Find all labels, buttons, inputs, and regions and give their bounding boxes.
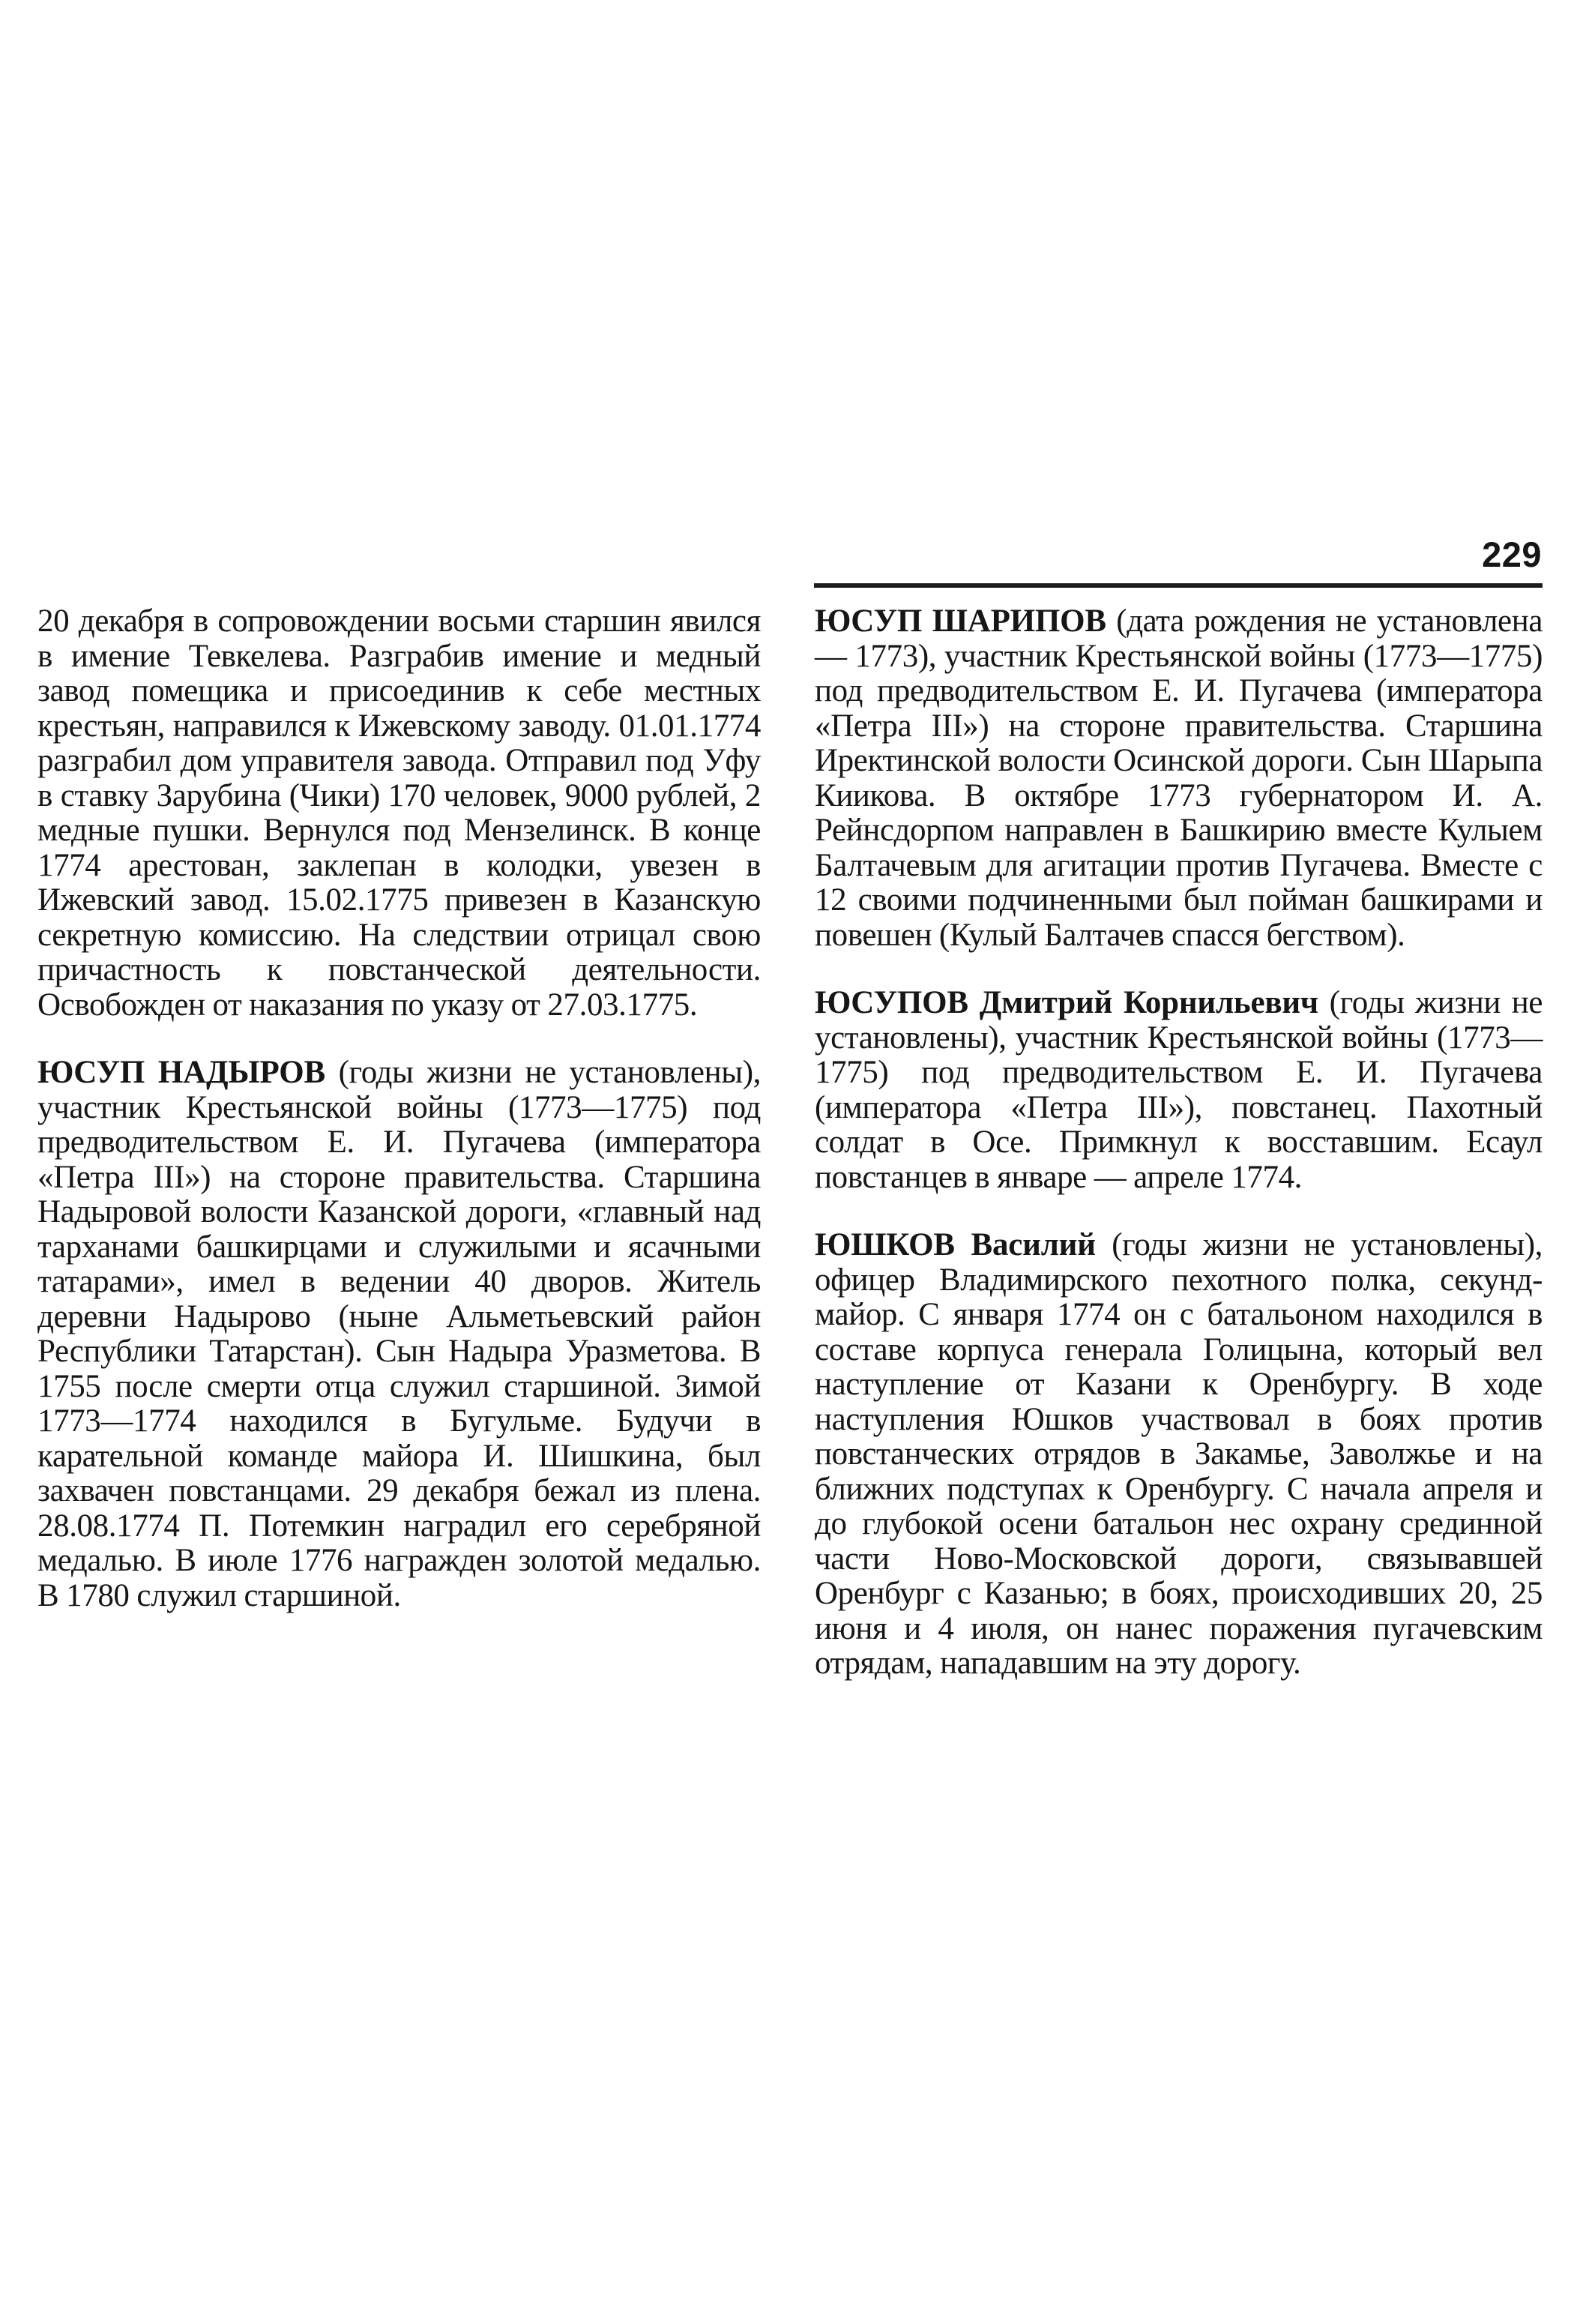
- entry-paragraph: [815, 986, 1543, 1195]
- entry-headword: ЮШКОВ Василий: [815, 1227, 1096, 1262]
- entry-text: (годы жизни не установлены), участник Крестьянской войны (1773—1775) под предводительством Е. И. Пугачева (императора «Петра III»), повстанец. Пахотный солдат в Осе. Примкнул к восставшим. Есаул повстанцев в январе — апреле 1774.: [815, 985, 1543, 1195]
- entry-headword: ЮСУПОВ Дмитрий Корнильевич: [815, 985, 1318, 1020]
- entry-text: (дата рождения не установлена — 1773), участник Крестьянской войны (1773—1775) под предводительством Е. И. Пугачева (императора «Петра III») на стороне правительства. Старшина Иректинской волости Осинской дороги. Сын Шарыпа Киикова. В октябре 1773 губернатором И. А. Рейнсдорпом направлен в Башкирию вместе Кулыем Балтачевым для агитации против Пугачева. Вместе с 12 своими подчиненными был пойман башкирами и повешен (Кулый Балтачев спасся бегством).: [815, 603, 1543, 953]
- entry-text: (годы жизни не установлены), участник Крестьянской войны (1773—1775) под предводительством Е. И. Пугачева (императора «Петра III») на стороне правительства. Старшина Надыровой волости Казанской дороги, «главный над тарханами башкирцами и служилыми и ясачными татарами», имел в ведении 40 дворов. Житель деревни Надырово (ныне Альметьевский район Республики Татарстан). Сын Надыра Уразметова. В 1755 после смерти отца служил старшиной. Зимой 1773—1774 находился в Бугульме. Будучи в карательной команде майора И. Шишкина, был захвачен повстанцами. 29 декабря бежал из плена. 28.08.1774 П. Потемкин наградил его серебряной медалью. В июле 1776 награжден золотой медалью. В 1780 служил старшиной.: [37, 1055, 761, 1613]
- left-column: [37, 604, 761, 1613]
- entry-headword: ЮСУП ШАРИПОВ: [815, 603, 1106, 639]
- entry-headword: ЮСУП НАДЫРОВ: [37, 1055, 325, 1090]
- header-rule: [814, 583, 1543, 588]
- entry-paragraph: [815, 1228, 1543, 1682]
- entry-paragraph: [37, 1056, 761, 1613]
- entry-text: (годы жизни не установлены), офицер Владимирского пехотного полка, секунд-майор. С января 1774 он с батальоном находился в составе корпуса генерала Голицына, который вел наступление от Казани к Оренбургу. В ходе наступления Юшков участвовал в боях против повстанческих отрядов в Закамье, Заволжье и на ближних подступах к Оренбургу. С начала апреля и до глубокой осени батальон нес охрану срединной части Ново-Московской дороги, связывавшей Оренбург с Казанью; в боях, происходивших 20, 25 июня и 4 июля, он нанес поражения пугачевским отрядам, нападавшим на эту дорогу.: [815, 1227, 1543, 1681]
- right-column: [815, 604, 1543, 1682]
- entry-paragraph: [37, 604, 761, 1023]
- page-number: 229: [1482, 535, 1542, 574]
- entry-text: 20 декабря в сопровождении восьми старшин явился в имение Тевкелева. Разграбив имение и медный завод помещика и присоединив к себе местных крестьян, направился к Ижевскому заводу. 01.01.1774 разграбил дом управителя завода. Отправил под Уфу в ставку Зарубина (Чики) 170 человек, 9000 рублей, 2 медные пушки. Вернулся под Мензелинск. В конце 1774 арестован, заклепан в колодки, увезен в Ижевский завод. 15.02.1775 привезен в Казанскую секретную комиссию. На следствии отрицал свою причастность к повстанческой деятельности. Освобожден от наказания по указу от 27.03.1775.: [37, 603, 761, 1023]
- entry-paragraph: [815, 604, 1543, 953]
